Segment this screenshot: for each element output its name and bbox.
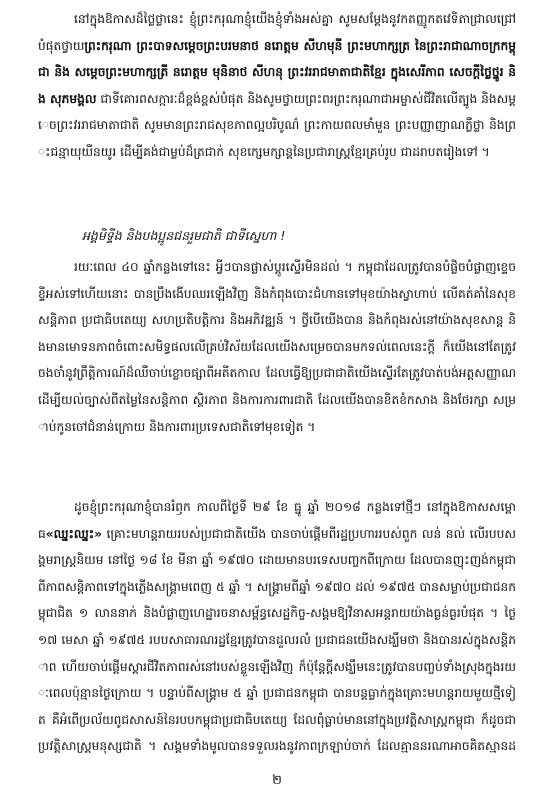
- document-page: [38, 6, 516, 796]
- paragraph-2: រយៈពេល ៤០ ឆ្នាំកន្លងទៅនេះ អ្វីៗបានផ្លាស់ប្តូរស្ទើរមិនដល់ ។ កម្ពុជាដែលត្រូវបានបំផ្លិចបំផ្លាញខ្ទេចខ្ទីអស់ទៅហើយនោះ បានប្រឹងងើបឈរឡើងវិញ និងកំពុងបោះជំហានទៅមុខយ៉ាងស្វាហាប់ លើគត់គាំនៃសុខសន្តិភាព ប្រជាធិបតេយ្យ សហប្រតិបត្តិការ និងអភិវឌ្ឍន៍ ។ ថ្វីបើយើងបាន និងកំពុងរស់នៅយ៉ាងសុខសាន្ត និងមានមោទនភាពចំពោះសមិទ្ធផលលើគ្រប់វិស័យដែលយើងសម្រេចបានមកទល់ពេលនេះក្តី ក៏យើងនៅតែត្រូវចងចាំនូវព្រឹត្តិការណ៍ដ៏ឈឺចាប់ខ្លោចផ្សាពីអតីតកាល ដែលធ្វើឱ្យប្រជាជាតិយើងស្ទើរតែត្រូវបាត់បង់អត្តសញ្ញាណ ដើម្បីយល់ច្បាស់ពីតម្លៃនៃសន្តិភាព ស្ថិរភាព និងការការពារជាតិ ដែលយើងបានខិតខំកសាង និងថែរក្សា សម្រាប់កូនចៅជំនាន់ក្រោយ និងការពារប្រទេសជាតិទៅមុខទៀត ។: [38, 260, 516, 434]
- paragraph-1-rest: ជាទីគោរពសក្ការៈដ៏ខ្ពង់ខ្ពស់បំផុត និងសូមថ្វាយព្រះពរព្រះករុណាជាអម្ចាស់ជីវិតលើត្បូង និងសម្តេចព្រះវររាជមាតាជាតិ សូមមានព្រះរាជសុខភាពល្អបរិបូណ៌ ព្រះកាយពលមាំមួន ព្រះបញ្ញាញាណភ្លឺថ្លា និងព្រះជន្មាយុយឺនយូរ ដើម្បីគង់ជាម្លប់ដ៏ត្រជាក់ សុខក្សេមក្សាន្តនៃប្រជារាស្ត្រខ្មែរគ្រប់រូប ជាដរាបតរៀងទៅ ។: [38, 91, 516, 159]
- paragraph-1: [38, 6, 516, 220]
- paragraph-1-royal-names: ព្រះករុណា ព្រះបាទសម្តេចព្រះបរមនាថ នរោត្តម សីហមុនី ព្រះមហាក្សត្រ នៃព្រះរាជាណាចក្រកម្ពុជា និង សម្តេចព្រះមហាក្សត្រី នរោត្តម មុនិនាថ សីហនុ ព្រះវររាជមាតាជាតិខ្មែរ ក្នុងសេរីភាព សេចក្តីថ្លៃថ្នូរ និង សុភមង្គល: [38, 38, 516, 106]
- salutation-heading: អង្គមិទ្ទីង និងបងប្អូនជនរួមជាតិ ជាទីស្នេហា !: [82, 228, 286, 243]
- paragraph-3-intro: ដូចខ្ញុំព្រះករុណាខ្ញុំបានរំឭក កាលពីថ្ងៃទី ២៩ ខែ ធ្នូ ឆ្នាំ ២០១៨ កន្លងទៅថ្មីៗ នៅក្នុងឱកាសសម្ពោធ: [38, 500, 516, 541]
- paragraph-3: [38, 494, 516, 762]
- paragraph-3-rest: គ្រោះមហន្តរាយរបស់ប្រជាជាតិយើង បានចាប់ផ្តើមពីរដ្ឋប្រហាររបស់ពួក លន់ នល់ លើរបបសង្គមរាស្ត្រនិយម នៅថ្ងៃ ១៨ ខែ មីនា ឆ្នាំ ១៩៧០ ដោយមានបរទេសបញ្ចកពីក្រោយ ដែលបានញុះញង់កម្ពុជាពីភាពសន្តិភាពទៅក្នុងភ្លើងសង្គ្រាមពេញ ៥ ឆ្នាំ ។ សង្គ្រាមពីឆ្នាំ ១៩៧០ ដល់ ១៩៧៥ បានសម្លាប់ប្រជាជនកម្ពុជាជិត ១ លាននាក់ និងបំផ្លាញហេដ្ឋារចនាសម្ព័ន្ធសេដ្ឋកិច្ច-សង្គមឱ្យវិនាសអន្តរាយយ៉ាងធ្ងន់ធ្ងរបំផុត ។ ថ្ងៃ ១៧ មេសា ឆ្នាំ ១៩៧៥ របបសាធារណរដ្ឋខ្មែរត្រូវបានដួលរលំ ប្រជាជនយើងសង្ឃឹមថា និងបានរស់ក្នុងសន្តិភាព ហើយចាប់ផ្តើមស្តារជីវិតភាពរស់នៅរបស់ខ្លួនឡើងវិញ ក៏ប៉ុន្តែក្តីសង្ឃឹមនេះត្រូវបានបញ្ចប់ទាំងស្រុងក្នុងរយៈពេលប៉ុន្មានថ្ងៃក្រោយ ។ បន្ទាប់ពីសង្គ្រាម ៥ ឆ្នាំ ប្រជាជនកម្ពុជា បានបន្តធ្លាក់ក្នុងគ្រោះមហន្តរាយមួយថ្មីទៀត គឺអំពើប្រល័យពូជសាសន៍នៃរបបកម្ពុជាប្រជាធិបតេយ្យ ដែលពុំធ្លាប់មាននៅក្នុងប្រវត្តិសាស្ត្រកម្ពុជា ក៏ដូចជាប្រវត្តិសាស្ត្រមនុស្សជាតិ ។ សង្គមទាំងមូលបានទទួលរងនូវភាពក្រឡាប់ចាក់ ដែលគ្មាននរណាអាចគិតស្មានដ: [38, 526, 516, 754]
- paragraph-3-bold-title: «ឈ្នះឈ្នះ»: [45, 526, 102, 541]
- page-number: ២: [272, 773, 282, 788]
- paragraph-1-intro: នៅក្នុងឱកាសដ៏ថ្លៃថ្លានេះ ខ្ញុំព្រះករុណាខ្ញុំយើងខ្ញុំទាំងអស់គ្នា សូមសម្តែងនូវកតញ្ញូកតវេទិតាជ្រាលជ្រៅបំផុតថ្វាយ: [38, 12, 516, 53]
